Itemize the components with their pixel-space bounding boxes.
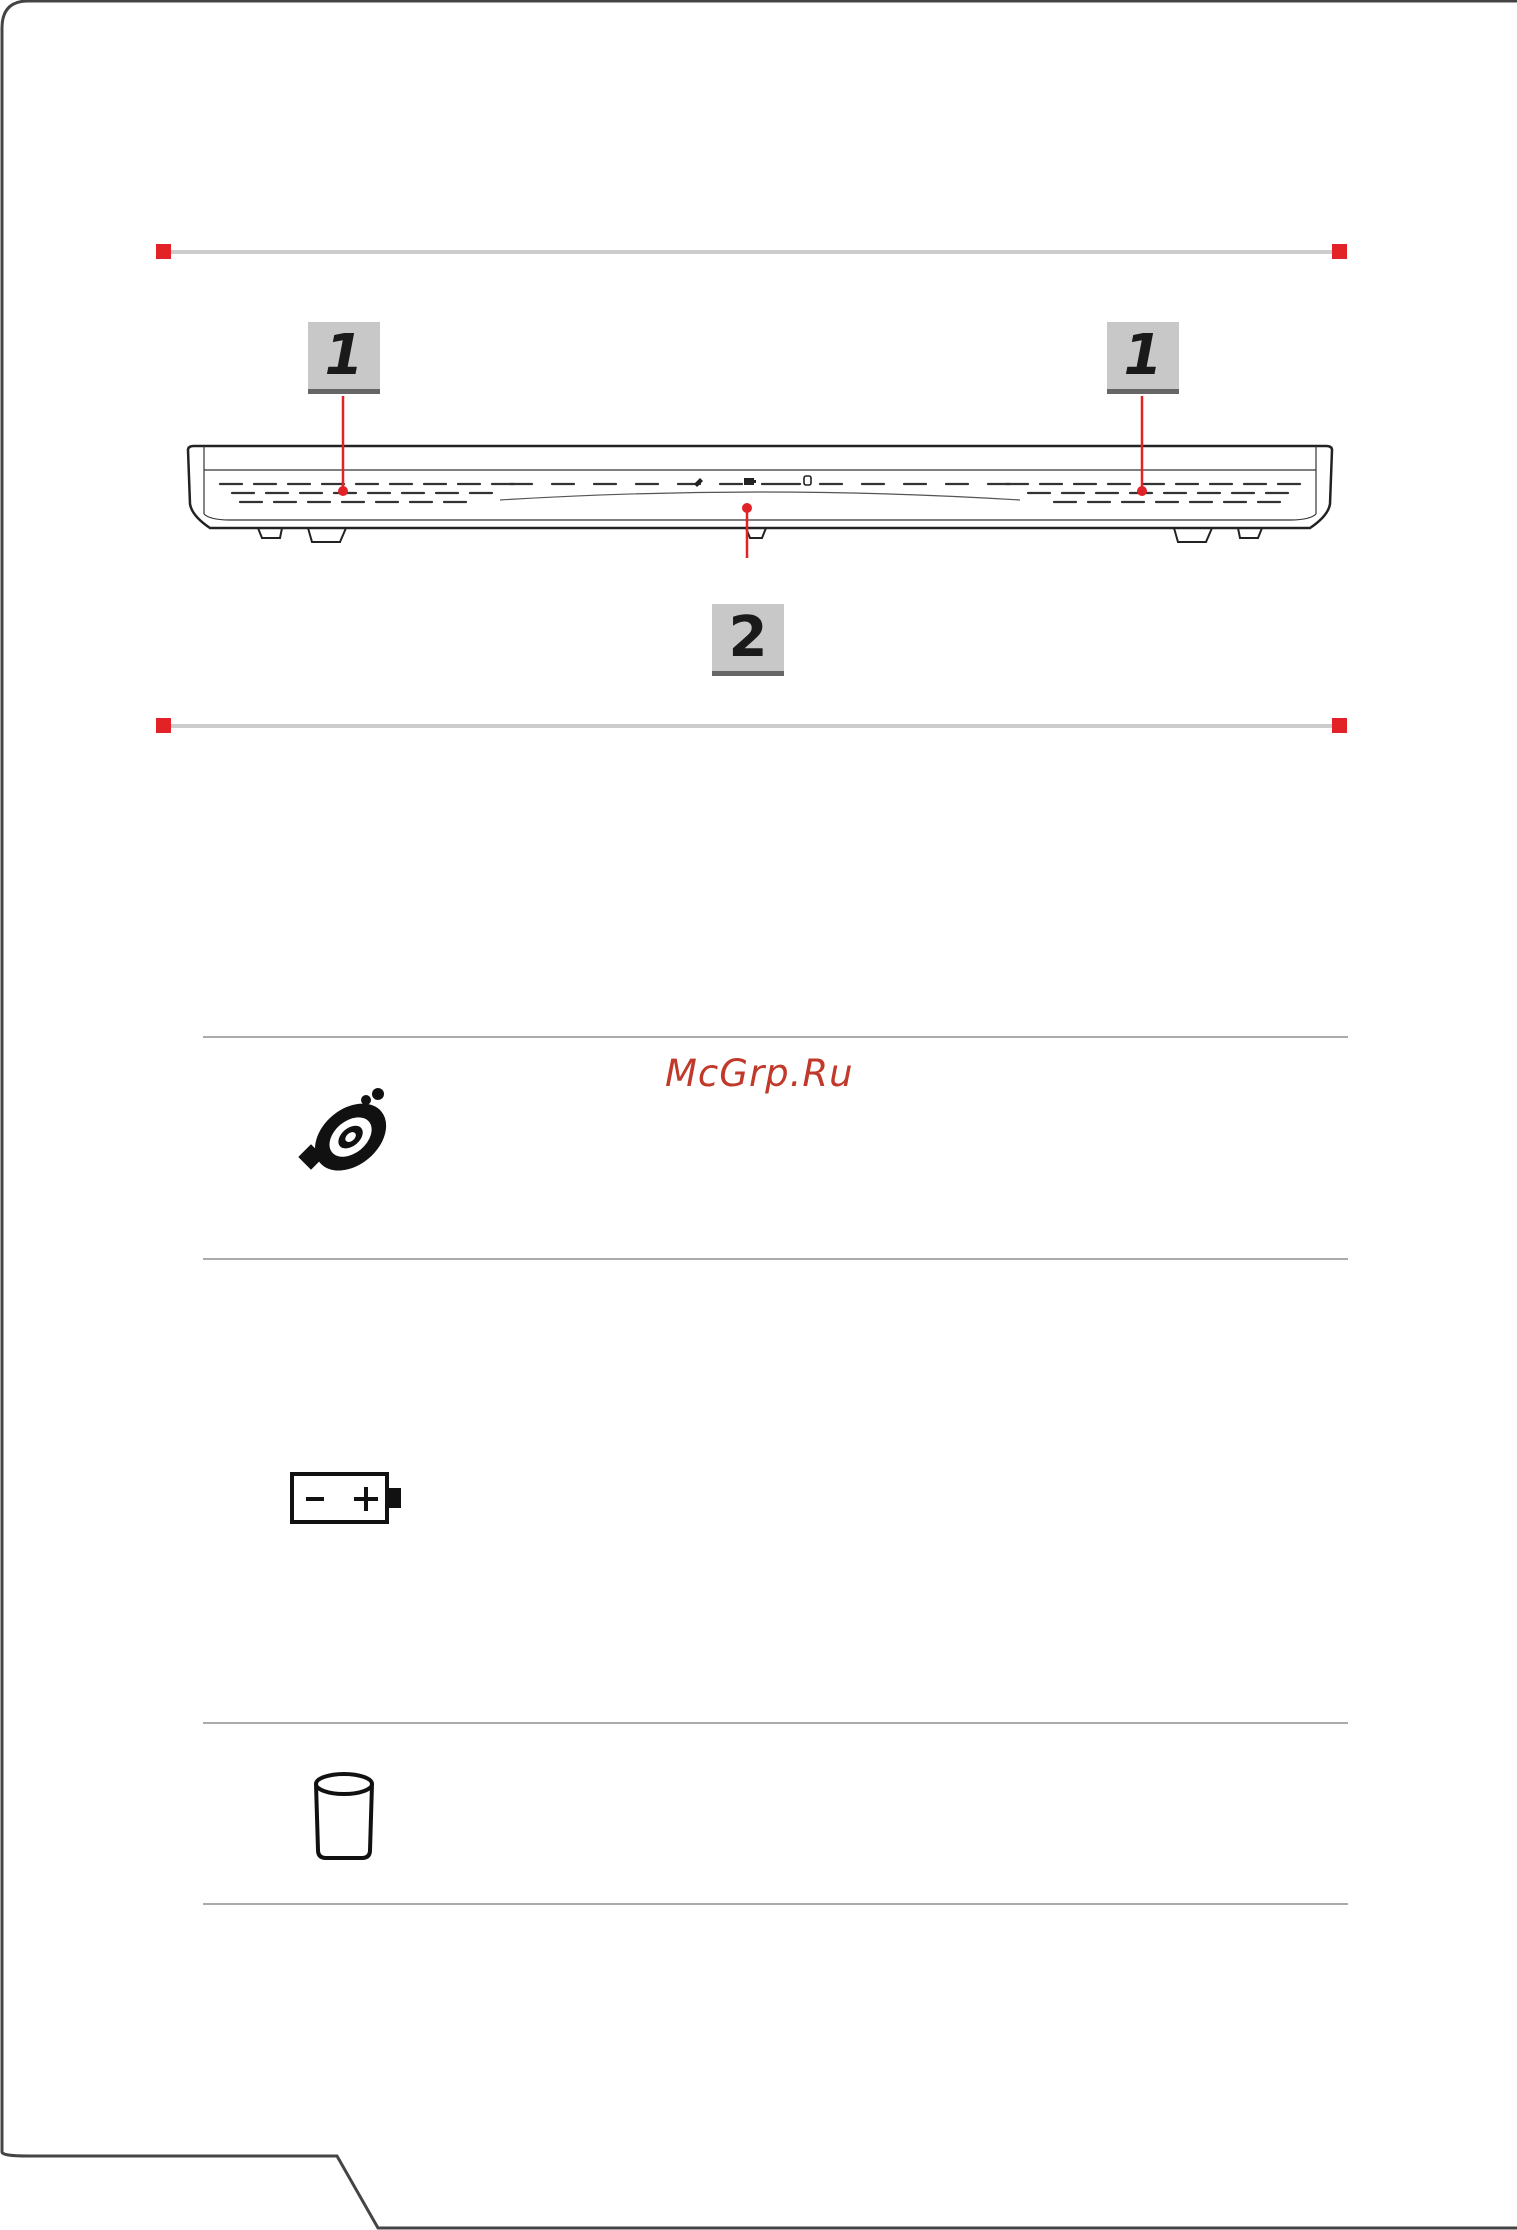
table-rule-bottom bbox=[203, 1903, 1348, 1905]
table-rule-1 bbox=[203, 1258, 1348, 1260]
drive-icon bbox=[308, 1770, 380, 1862]
callout-2-bottom: 2 bbox=[712, 604, 784, 676]
wireless-disc-icon bbox=[296, 1088, 396, 1178]
table-rule-top bbox=[203, 1036, 1348, 1038]
bottom-guide-line bbox=[150, 714, 1360, 738]
battery-icon bbox=[290, 1470, 406, 1526]
top-guide-line bbox=[150, 240, 1360, 264]
watermark-text: McGrp.Ru bbox=[665, 1052, 854, 1095]
laptop-front-view bbox=[170, 388, 1350, 558]
callout-1-right: 1 bbox=[1107, 322, 1179, 394]
table-rule-2 bbox=[203, 1722, 1348, 1724]
callout-1-left: 1 bbox=[308, 322, 380, 394]
